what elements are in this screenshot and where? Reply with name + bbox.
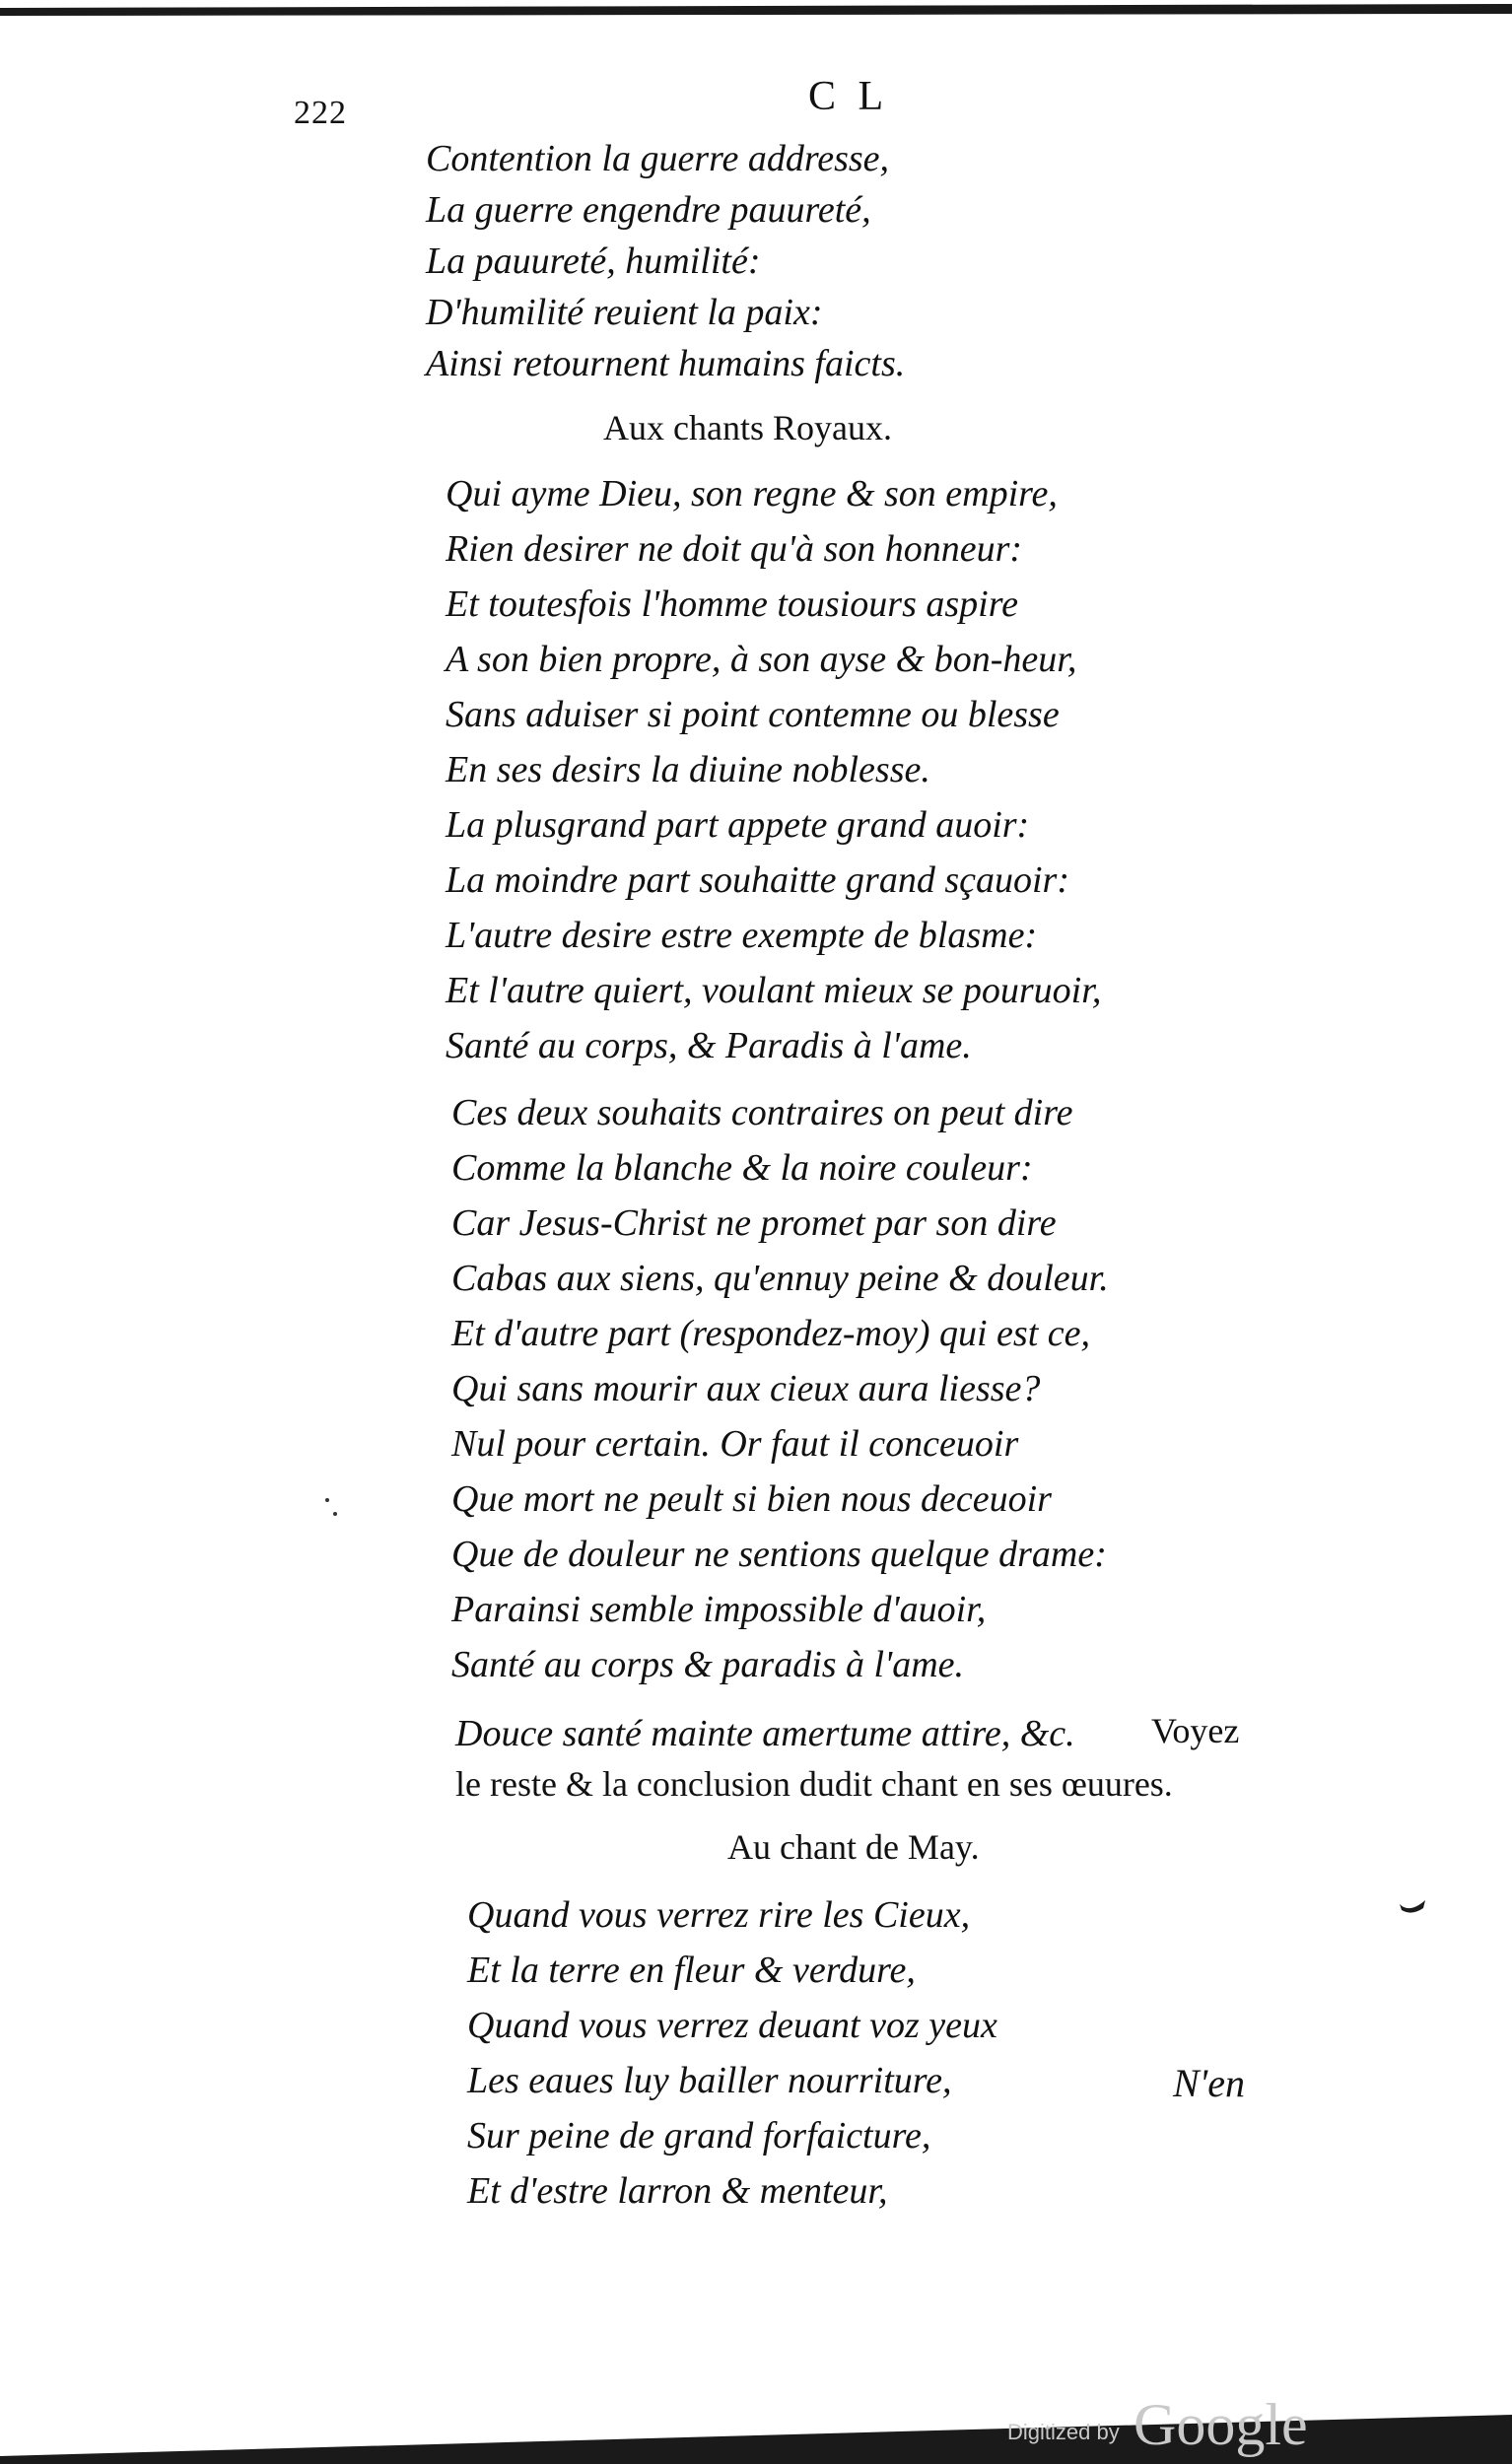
catchword: N'en (1173, 2061, 1245, 2105)
digitized-by-label: Digitized by (1007, 2420, 1120, 2444)
verse-line: Santé au corps & paradis à l'ame. (451, 1644, 965, 1685)
verse-line: A son bien propre, à son ayse & bon-heur, (446, 639, 1077, 680)
verse-line: La moindre part souhaitte grand sçauoir: (446, 859, 1069, 901)
ink-speck-icon (323, 1496, 339, 1520)
verse-line: Et la terre en fleur & verdure, (467, 1950, 916, 1991)
running-head: C L (808, 74, 890, 119)
verse-line: Quand vous verrez deuant voz yeux (467, 2005, 997, 2046)
verse-line: Cabas aux siens, qu'ennuy peine & douleur. (451, 1258, 1109, 1299)
verse-line: Nul pour certain. Or faut il conceuoir (451, 1423, 1019, 1465)
verse-line: Et l'autre quiert, voulant mieux se pouruoir, (446, 970, 1102, 1011)
verse-line: Les eaues luy bailler nourriture, (467, 2060, 952, 2101)
verse-line: Qui ayme Dieu, son regne & son empire, (446, 473, 1058, 514)
section-heading-chant-de-may: Au chant de May. (727, 1827, 980, 1867)
verse-line: La plusgrand part appete grand auoir: (446, 804, 1030, 846)
google-watermark: Google (1134, 2392, 1308, 2457)
verse-line: Contention la guerre addresse, (426, 138, 890, 179)
verse-line: Ainsi retournent humains faicts. (426, 343, 906, 384)
verse-line: Quand vous verrez rire les Cieux, (467, 1894, 971, 1936)
verse-line: Sans aduiser si point contemne ou blesse (446, 694, 1060, 735)
verse-line: L'autre desire estre exempte de blasme: (446, 915, 1038, 956)
verse-line: En ses desirs la diuine noblesse. (446, 749, 930, 790)
top-border-rule (0, 0, 1512, 26)
verse-line: La guerre engendre pauureté, (426, 189, 871, 231)
verse-line: Car Jesus-Christ ne promet par son dire (451, 1202, 1057, 1244)
verse-line: Santé au corps, & Paradis à l'ame. (446, 1025, 972, 1066)
verse-line: Qui sans mourir aux cieux aura liesse? (451, 1368, 1041, 1409)
ink-blot-icon (1398, 1896, 1427, 1920)
verse-line: D'humilité reuient la paix: (426, 292, 823, 333)
verse-line: Ces deux souhaits contraires on peut dire (451, 1092, 1073, 1133)
closing-second-line: le reste & la conclusion dudit chant en ses œuures. (455, 1764, 1173, 1804)
verse-line: Et toutesfois l'homme tousiours aspire (446, 583, 1018, 625)
verse-line: Et d'autre part (respondez-moy) qui est ce, (451, 1313, 1091, 1354)
verse-line: Comme la blanche & la noire couleur: (451, 1147, 1033, 1189)
closing-italic-line: Douce santé mainte amertume attire, &c. (455, 1713, 1075, 1754)
section-heading-chants-royaux: Aux chants Royaux. (603, 408, 892, 447)
verse-line: Que mort ne peult si bien nous deceuoir (451, 1478, 1052, 1520)
verse-line: Rien desirer ne doit qu'à son honneur: (446, 528, 1023, 570)
verse-line: Parainsi semble impossible d'auoir, (451, 1589, 987, 1630)
verse-line: La pauureté, humilité: (426, 240, 761, 282)
closing-roman-word: Voyez (1151, 1711, 1240, 1750)
verse-line: Que de douleur ne sentions quelque drame: (451, 1534, 1107, 1575)
verse-line: Et d'estre larron & menteur, (467, 2170, 888, 2212)
page-number: 222 (294, 95, 347, 131)
verse-line: Sur peine de grand forfaicture, (467, 2115, 931, 2156)
